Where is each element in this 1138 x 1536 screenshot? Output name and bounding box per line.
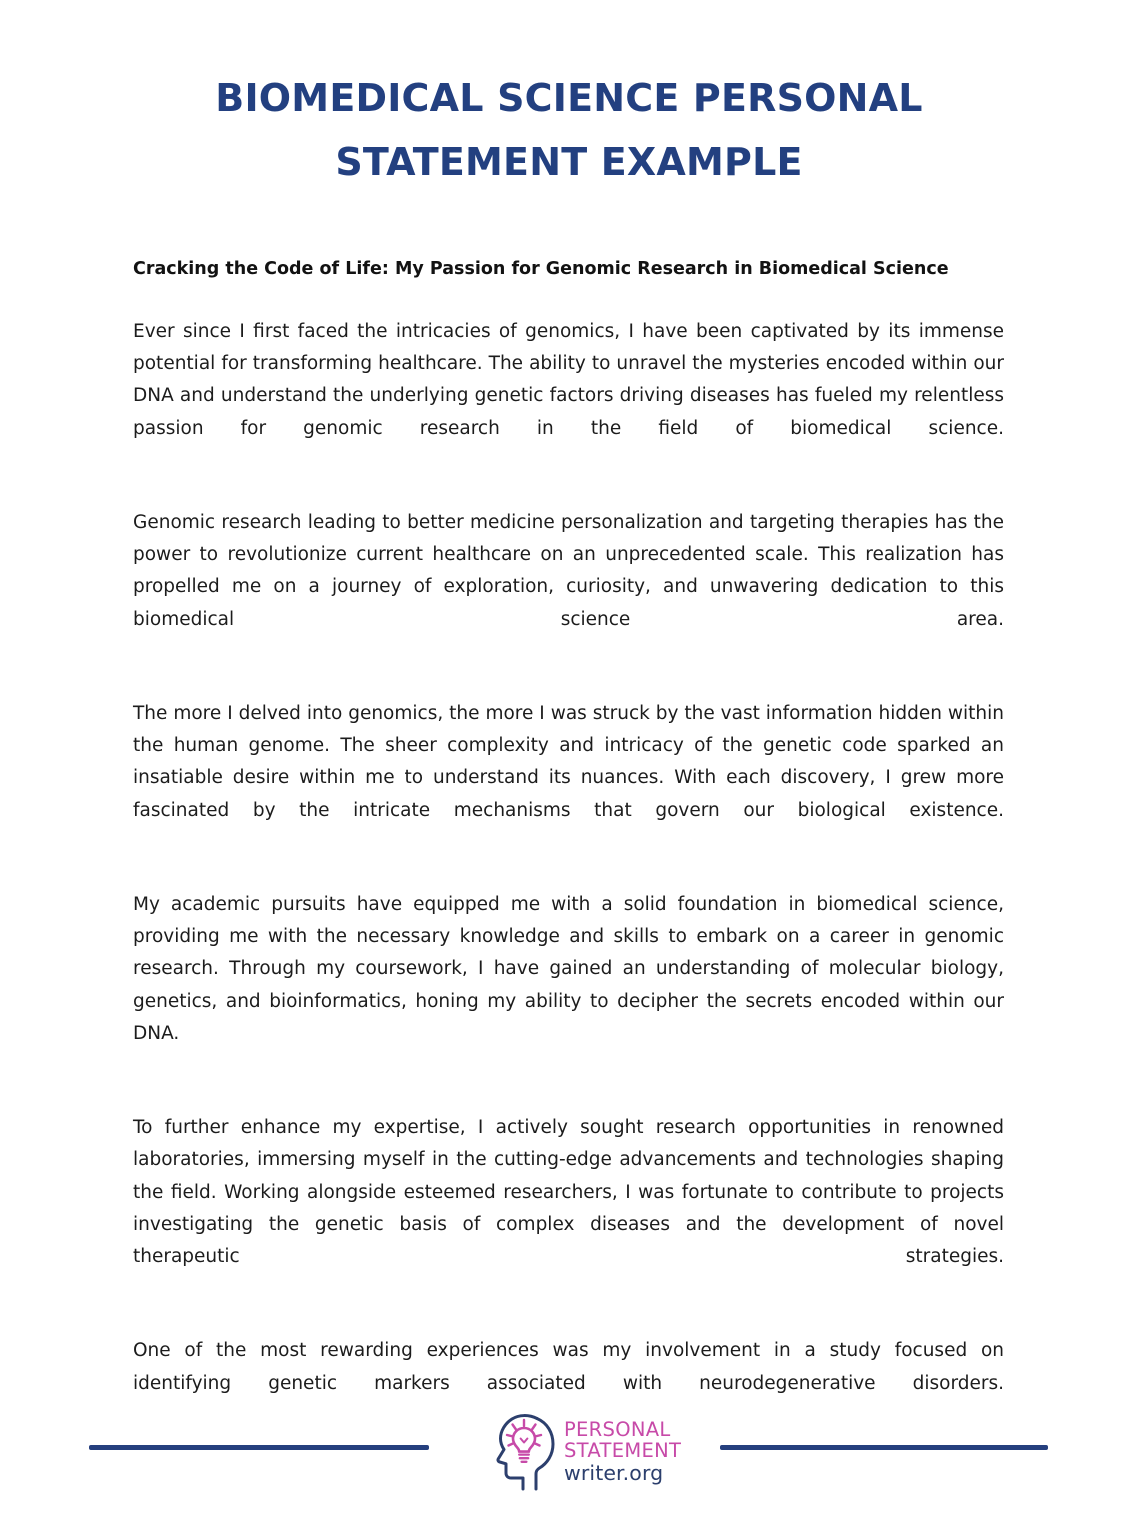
essay-heading: Cracking the Code of Life: My Passion for Genomic Research in Biomedical Science [133, 259, 949, 279]
page-title-line-1: BIOMEDICAL SCIENCE PERSONAL [215, 76, 923, 120]
essay-paragraph: To further enhance my expertise, I actively sought research opportunities in renowned laboratories, immersing myself in the cutting-edge advancements and technologies shaping the field. Working alongside esteemed researchers, I was fortunate to contribute to projects investigating the genetic basis of complex diseases and the development of novel therapeutic strategies. [133, 1117, 1004, 1268]
essay-paragraph: Ever since I first faced the intricacies of genomics, I have been captivated by its immense potential for transforming healthcare. The ability to unravel the mysteries encoded within our DNA and understand the underlying genetic factors driving diseases has fueled my relentless passion for genomic research in the field of biomedical science. [133, 321, 1004, 439]
head-with-lightbulb-icon [493, 1411, 555, 1493]
footer-divider-right [720, 1445, 1048, 1450]
brand-logo [493, 1402, 682, 1502]
brand-line-personal: PERSONAL [564, 1418, 671, 1442]
brand-line-domain: writer.org [564, 1461, 664, 1486]
essay-paragraph: My academic pursuits have equipped me with a solid foundation in biomedical science, providing me with the necessary knowledge and skills to embark on a career in genomic research. Through my coursework, I have gained an understanding of molecular biology, genetics, and bioinformatics, honing my ability to decipher the secrets encoded within our DNA. [133, 894, 1004, 1044]
footer-divider-left [89, 1445, 429, 1450]
page-footer [0, 1398, 1138, 1508]
brand-logo-wordmark [564, 1419, 681, 1484]
essay-paragraph: Genomic research leading to better medicine personalization and targeting therapies has the power to revolutionize current healthcare on an unprecedented scale. This realization has propelled me on a journey of exploration, curiosity, and unwavering dedication to this biomedical science area. [133, 512, 1004, 630]
essay-paragraph: One of the most rewarding experiences was my involvement in a study focused on identifying genetic markers associated with neurodegenerative disorders. [133, 1340, 1004, 1394]
essay-body [133, 256, 1004, 1432]
page-title [0, 66, 1138, 194]
brand-line-statement: STATEMENT [564, 1439, 682, 1463]
page-title-line-2: STATEMENT EXAMPLE [335, 140, 803, 184]
essay-paragraph: The more I delved into genomics, the more I was struck by the vast information hidden within the human genome. The sheer complexity and intricacy of the genetic code sparked an insatiable desire within me to understand its nuances. With each discovery, I grew more fascinated by the intricate mechanisms that govern our biological existence. [133, 703, 1004, 821]
